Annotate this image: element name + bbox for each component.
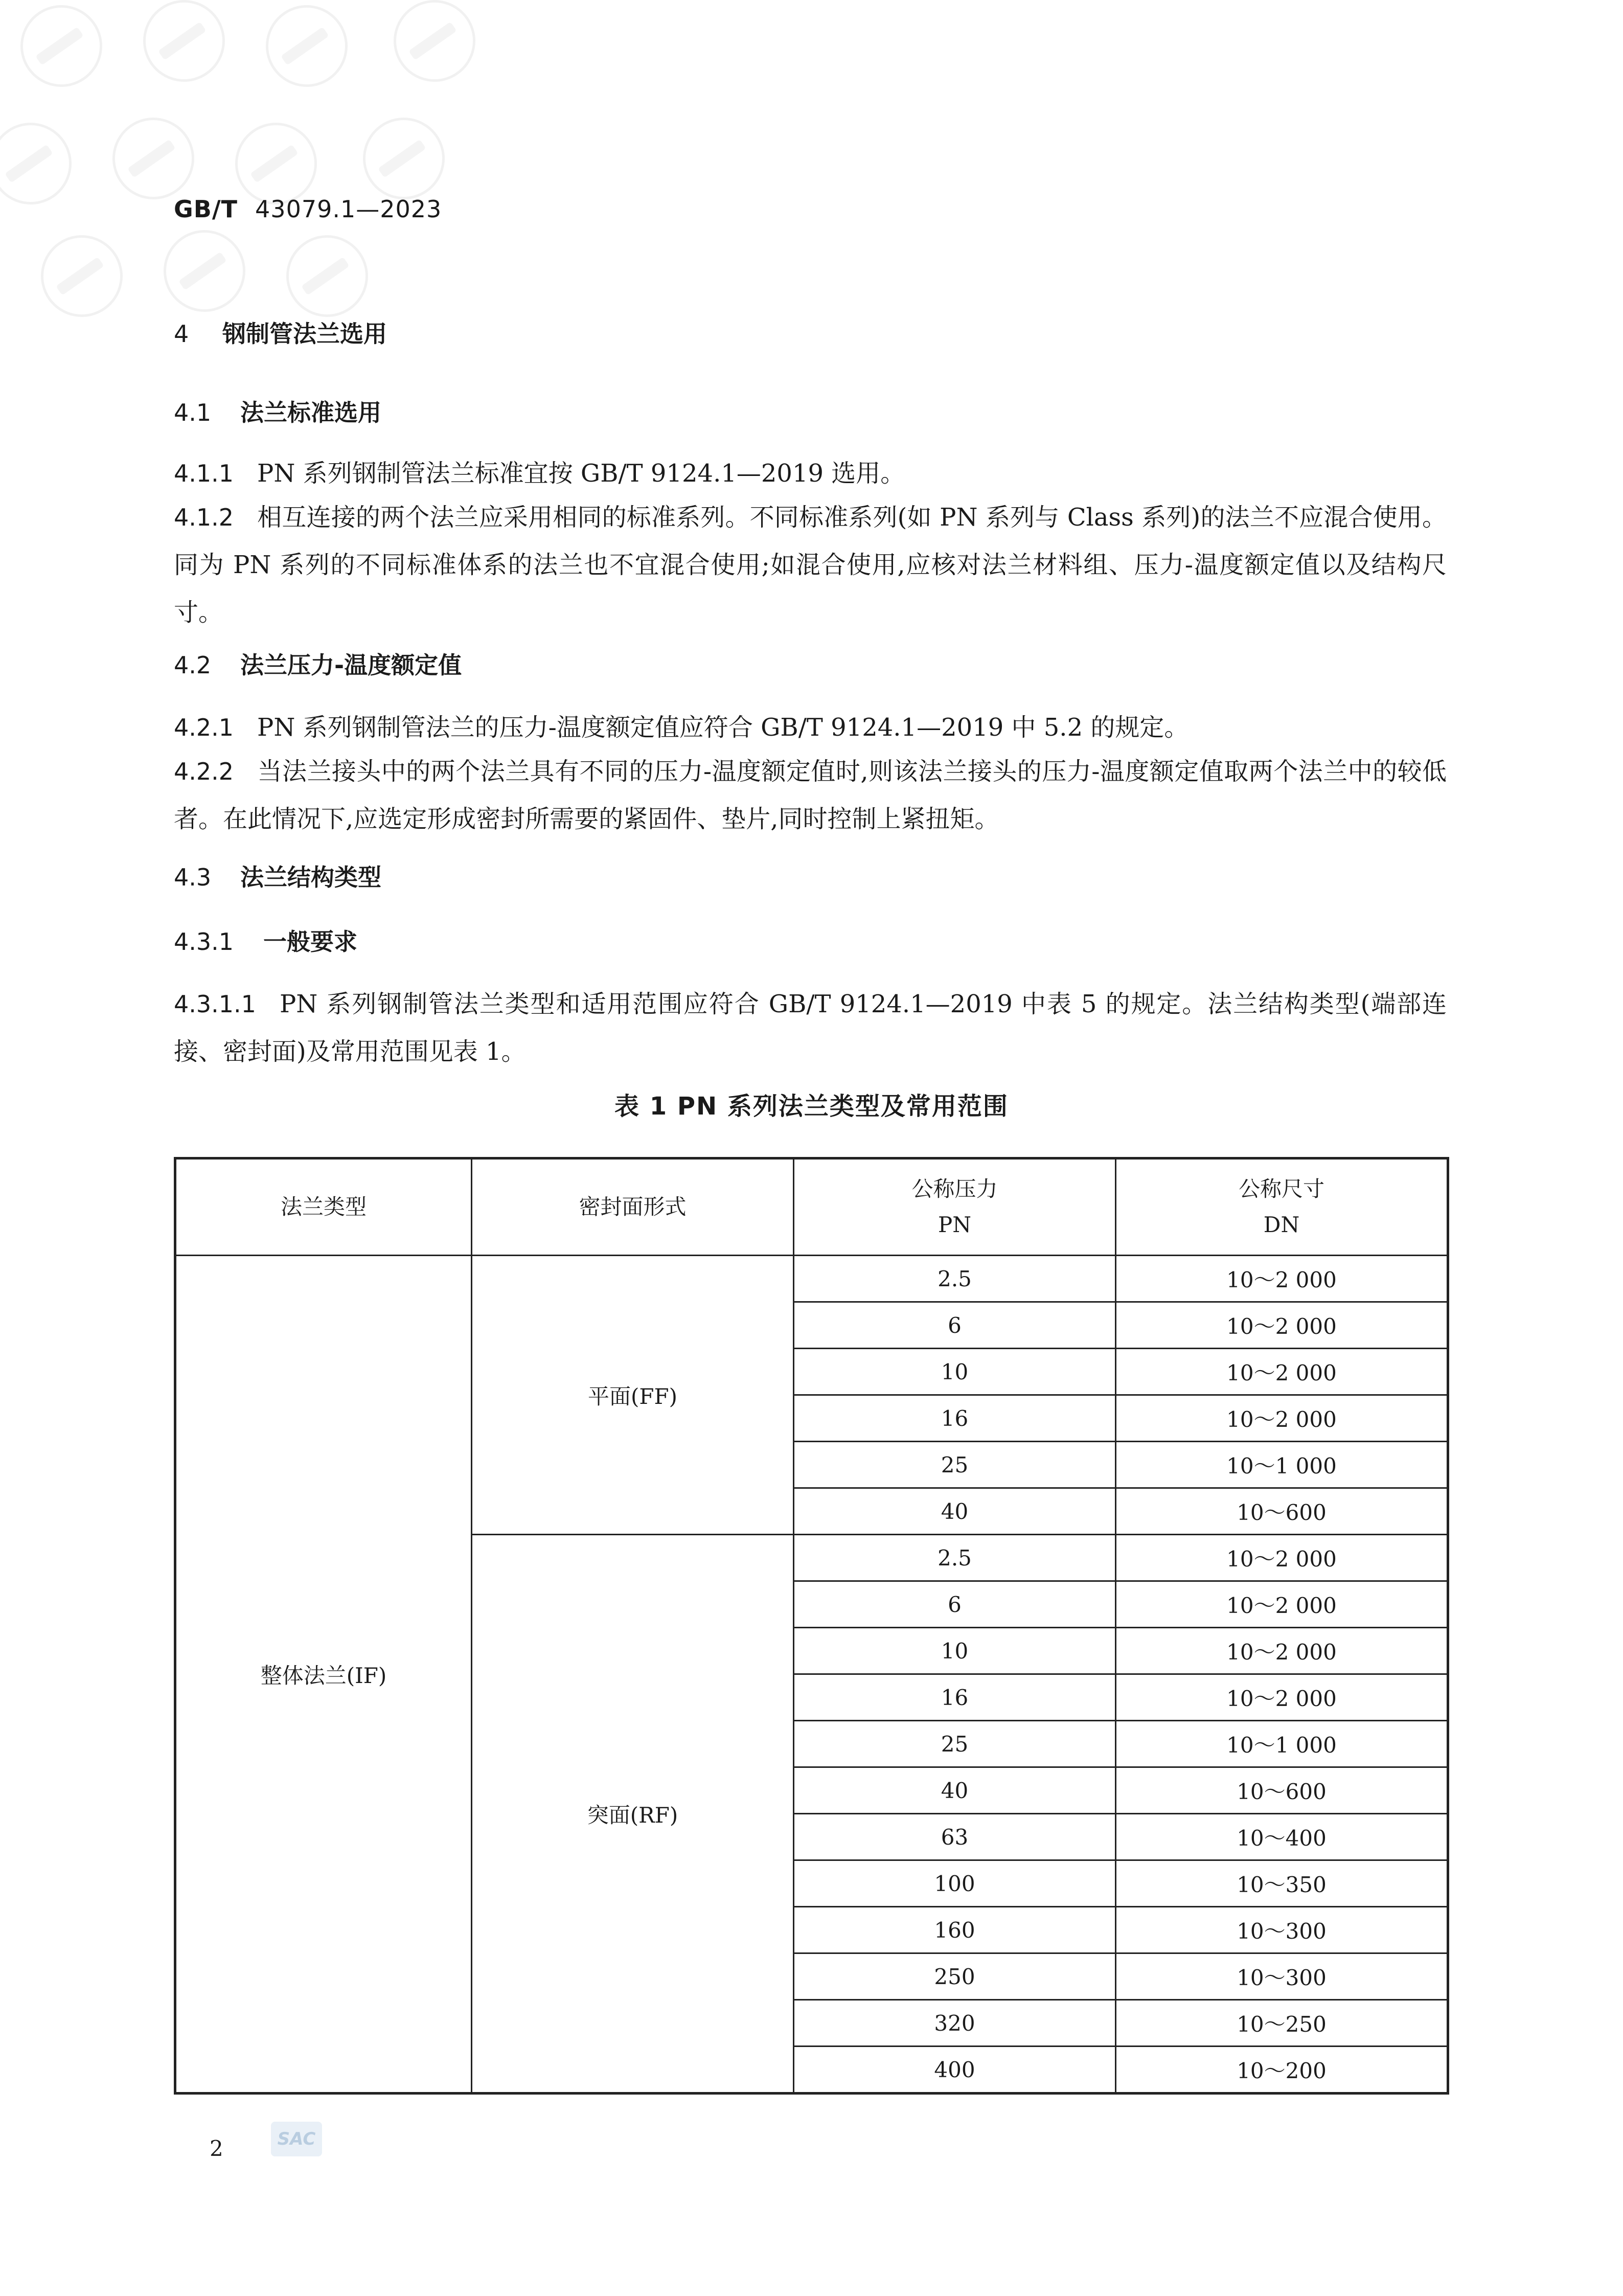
cell-nominal-size: 10～300	[1116, 1953, 1448, 2000]
watermark-stamp	[0, 0, 573, 358]
table-header-row	[175, 1158, 1448, 1256]
cell-nominal-size: 10～600	[1116, 1488, 1448, 1535]
document-code-number: 43079.1—2023	[255, 195, 442, 223]
cell-nominal-size: 10～350	[1116, 1860, 1448, 1907]
section-heading-4-3-1: 4.3.1 一般要求	[174, 928, 357, 956]
cell-nominal-pressure: 160	[794, 1907, 1116, 1953]
cell-nominal-pressure: 63	[794, 1814, 1116, 1860]
cell-nominal-size: 10～200	[1116, 2047, 1448, 2094]
document-code	[174, 195, 442, 223]
cell-nominal-size: 10～2 000	[1116, 1628, 1448, 1674]
cell-nominal-size: 10～2 000	[1116, 1256, 1448, 1302]
page-number: 2	[210, 2136, 223, 2161]
paragraph-4-2-1: 4.2.1 PN 系列钢制管法兰的压力-温度额定值应符合 GB/T 9124.1—2019 中 5.2 的规定。	[174, 713, 1189, 742]
cell-nominal-pressure: 10	[794, 1349, 1116, 1395]
section-heading-4-1: 4.1 法兰标准选用	[174, 399, 381, 426]
paragraph-4-1-1: 4.1.1 PN 系列钢制管法兰标准宜按 GB/T 9124.1—2019 选用。	[174, 459, 905, 488]
paragraph-4-1-2: 4.1.2 相互连接的两个法兰应采用相同的标准系列。不同标准系列(如 PN 系列与 Class 系列)的法兰不应混合使用。同为 PN 系列的不同标准体系的法兰也不宜混合使用;如混合使用,应核对法兰材料组、压力-温度额定值以及结构尺寸。	[174, 503, 1447, 627]
cell-nominal-size: 10～1 000	[1116, 1721, 1448, 1767]
cell-nominal-size: 10～2 000	[1116, 1302, 1448, 1349]
cell-nominal-size: 10～2 000	[1116, 1535, 1448, 1581]
cell-nominal-pressure: 40	[794, 1488, 1116, 1535]
cell-nominal-size: 10～2 000	[1116, 1349, 1448, 1395]
cell-nominal-pressure: 16	[794, 1395, 1116, 1442]
header-flange-type: 法兰类型	[175, 1158, 472, 1256]
header-seal-face: 密封面形式	[472, 1158, 794, 1256]
cell-flange-type: 整体法兰(IF)	[175, 1256, 472, 2094]
cell-nominal-pressure: 6	[794, 1302, 1116, 1349]
cell-nominal-size: 10～2 000	[1116, 1674, 1448, 1721]
cell-nominal-size: 10～400	[1116, 1814, 1448, 1860]
document-code-prefix: GB/T	[174, 195, 238, 223]
cell-nominal-pressure: 25	[794, 1721, 1116, 1767]
cell-nominal-pressure: 2.5	[794, 1535, 1116, 1581]
cell-nominal-size: 10～250	[1116, 2000, 1448, 2047]
cell-nominal-pressure: 2.5	[794, 1256, 1116, 1302]
flange-range-table	[174, 1157, 1449, 2095]
sac-logo: SAC	[271, 2122, 322, 2156]
cell-nominal-size: 10～1 000	[1116, 1442, 1448, 1488]
section-heading-4-3: 4.3 法兰结构类型	[174, 863, 381, 891]
cell-nominal-size: 10～2 000	[1116, 1581, 1448, 1628]
paragraph-4-3-1-1: 4.3.1.1 PN 系列钢制管法兰类型和适用范围应符合 GB/T 9124.1—2019 中表 5 的规定。法兰结构类型(端部连接、密封面)及常用范围见表 1。	[174, 990, 1447, 1066]
cell-nominal-pressure: 400	[794, 2047, 1116, 2094]
cell-nominal-pressure: 250	[794, 1953, 1116, 2000]
cell-nominal-pressure: 100	[794, 1860, 1116, 1907]
cell-nominal-pressure: 320	[794, 2000, 1116, 2047]
table-body	[175, 1256, 1448, 2094]
header-nominal-size: 公称尺寸 DN	[1116, 1158, 1448, 1256]
section-heading-4-2: 4.2 法兰压力-温度额定值	[174, 651, 462, 679]
table-row	[175, 1256, 1448, 1302]
cell-nominal-size: 10～600	[1116, 1767, 1448, 1814]
cell-seal-face: 平面(FF)	[472, 1256, 794, 1535]
section-heading-4: 4 钢制管法兰选用	[174, 320, 387, 348]
table-title: 表 1 PN 系列法兰类型及常用范围	[614, 1092, 1009, 1121]
cell-nominal-pressure: 25	[794, 1442, 1116, 1488]
cell-nominal-size: 10～2 000	[1116, 1395, 1448, 1442]
cell-nominal-pressure: 10	[794, 1628, 1116, 1674]
cell-nominal-pressure: 16	[794, 1674, 1116, 1721]
header-nominal-pressure: 公称压力 PN	[794, 1158, 1116, 1256]
paragraph-4-2-2: 4.2.2 当法兰接头中的两个法兰具有不同的压力-温度额定值时,则该法兰接头的压力-温度额定值取两个法兰中的较低者。在此情况下,应选定形成密封所需要的紧固件、垫片,同时控制上紧扭矩。	[174, 757, 1447, 833]
cell-nominal-pressure: 6	[794, 1581, 1116, 1628]
cell-nominal-size: 10～300	[1116, 1907, 1448, 1953]
cell-seal-face: 突面(RF)	[472, 1535, 794, 2094]
cell-nominal-pressure: 40	[794, 1767, 1116, 1814]
